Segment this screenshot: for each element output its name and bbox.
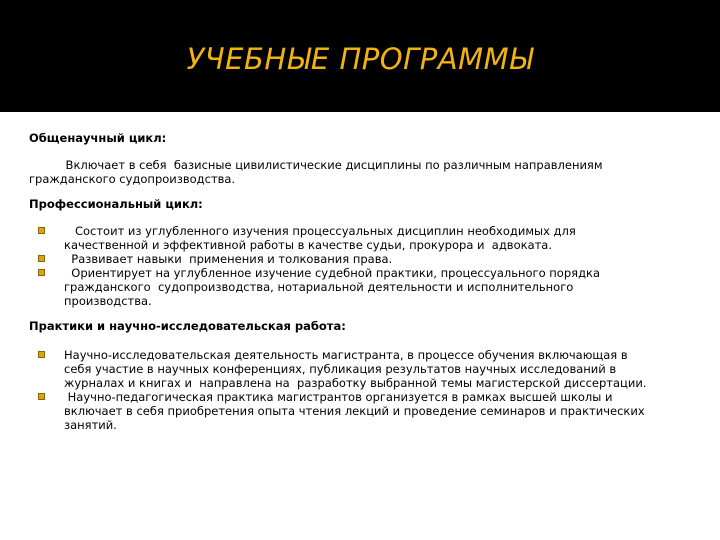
list-item-line: включает в себя приобретения опыта чтения лекций и проведение семинаров и практических [64, 404, 645, 418]
list-item-line: Развивает навыки применения и толкования права. [64, 252, 393, 266]
list-item-line: себя участие в научных конференциях, публикация результатов научных исследований в [64, 362, 617, 376]
list-item-line: журналах и книгах и направлена на разработку выбранной темы магистерской диссертации. [64, 376, 647, 390]
professional-cycle-list [29, 224, 689, 308]
list-item-line: Научно-педагогическая практика магистрантов организуется в рамках высшей школы и [64, 390, 613, 404]
list-item [29, 348, 689, 390]
paragraph-line: гражданского судопроизводства. [29, 172, 236, 186]
practice-list [29, 348, 689, 432]
list-item-line: занятий. [64, 418, 117, 432]
square-bullet-icon [38, 393, 45, 400]
list-item-line: Ориентирует на углубленное изучение судебной практики, процессуального порядка [64, 266, 601, 280]
list-item-line: производства. [64, 294, 152, 308]
list-item [29, 390, 689, 432]
paragraph-line: Включает в себя базисные цивилистические дисциплины по различным направлениям [29, 158, 603, 172]
section-heading-professional: Профессиональный цикл: [29, 197, 203, 211]
list-item [29, 224, 689, 252]
section-heading-practice: Практики и научно-исследовательская работа: [29, 319, 346, 333]
list-item [29, 266, 689, 308]
list-item-line: гражданского судопроизводства, нотариальной деятельности и исполнительного [64, 280, 574, 294]
title-bar [0, 0, 720, 112]
square-bullet-icon [38, 351, 45, 358]
list-item-line: Состоит из углубленного изучения процессуальных дисциплин необходимых для [64, 224, 576, 238]
list-item [29, 252, 689, 266]
square-bullet-icon [38, 227, 45, 234]
square-bullet-icon [38, 255, 45, 262]
square-bullet-icon [38, 269, 45, 276]
list-item-line: Научно-исследовательская деятельность магистранта, в процессе обучения включающая в [64, 348, 628, 362]
general-cycle-paragraph [29, 158, 689, 186]
slide-content [29, 131, 689, 432]
slide-title: УЧЕБНЫЕ ПРОГРАММЫ [186, 42, 534, 76]
list-item-line: качественной и эффективной работы в качестве судьи, прокурора и адвоката. [64, 238, 553, 252]
section-heading-general: Общенаучный цикл: [29, 131, 167, 145]
